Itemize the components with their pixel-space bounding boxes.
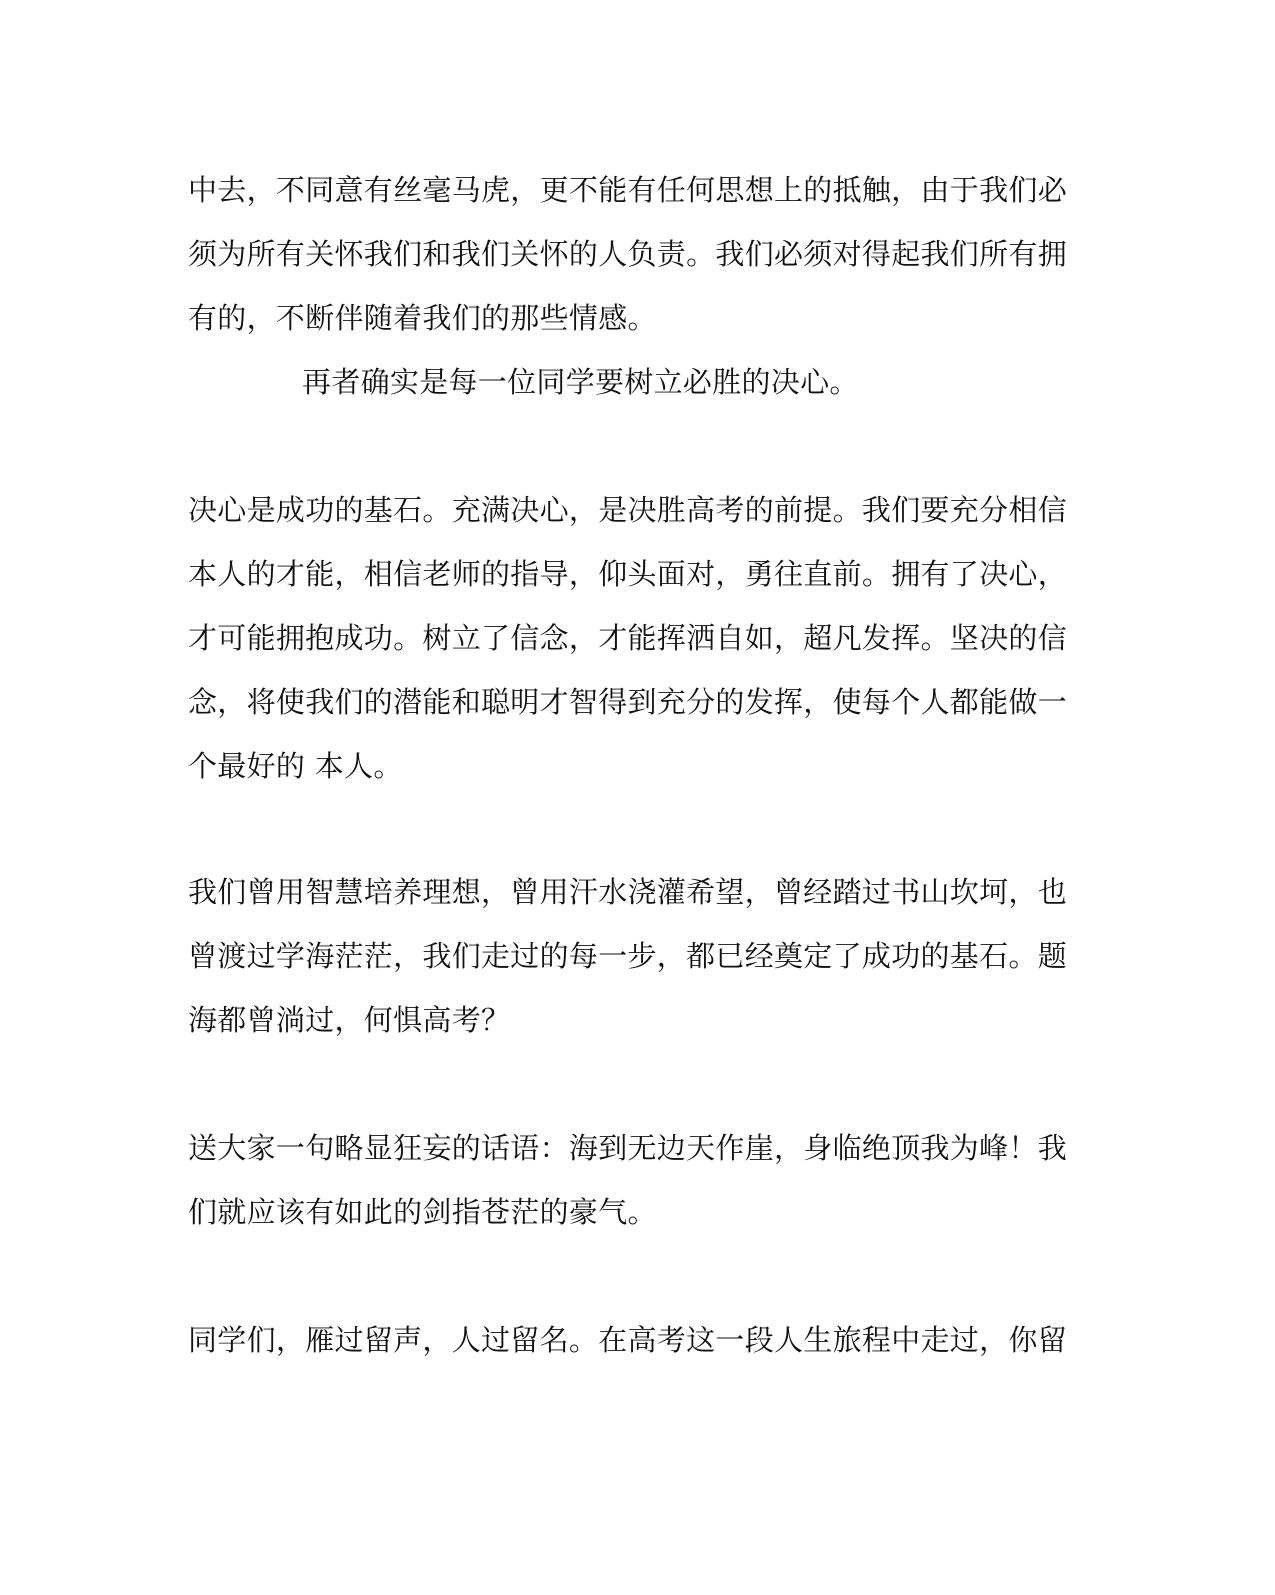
text-line: 再者确实是每一位同学要树立必胜的决心。: [302, 365, 859, 399]
text-line: 本人的才能，相信老师的指导，仰头面对，勇往直前。拥有了决心，: [188, 557, 1068, 591]
text-line: 们就应该有如此的剑指苍茫的豪气。: [188, 1195, 657, 1229]
text-line: 我们曾用智慧培养理想，曾用汗水浇灌希望，曾经踏过书山坎坷，也: [188, 875, 1068, 909]
text-line: 念，将使我们的潜能和聪明才智得到充分的发挥，使每个人都能做一: [188, 685, 1068, 719]
text-line: 才可能拥抱成功。树立了信念，才能挥洒自如，超凡发挥。坚决的信: [188, 621, 1068, 655]
text-line: 同学们，雁过留声，人过留名。在高考这一段人生旅程中走过，你留: [188, 1323, 1068, 1357]
text-line: 中去，不同意有丝毫马虎，更不能有任何思想上的抵触，由于我们必: [188, 173, 1068, 207]
text-line: 海都曾淌过，何惧高考？: [188, 1003, 511, 1037]
text-line: 决心是成功的基石。充满决心，是决胜高考的前提。我们要充分相信: [188, 493, 1068, 527]
text-line: 送大家一句略显狂妄的话语：海到无边天作崖，身临绝顶我为峰！我: [188, 1131, 1068, 1165]
text-line: 须为所有关怀我们和我们关怀的人负责。我们必须对得起我们所有拥: [188, 237, 1068, 271]
text-line: 个最好的 本人。: [188, 749, 403, 783]
text-line: 有的，不断伴随着我们的那些情感。: [188, 301, 657, 335]
text-line: 曾渡过学海茫茫，我们走过的每一步，都已经奠定了成功的基石。题: [188, 939, 1068, 973]
